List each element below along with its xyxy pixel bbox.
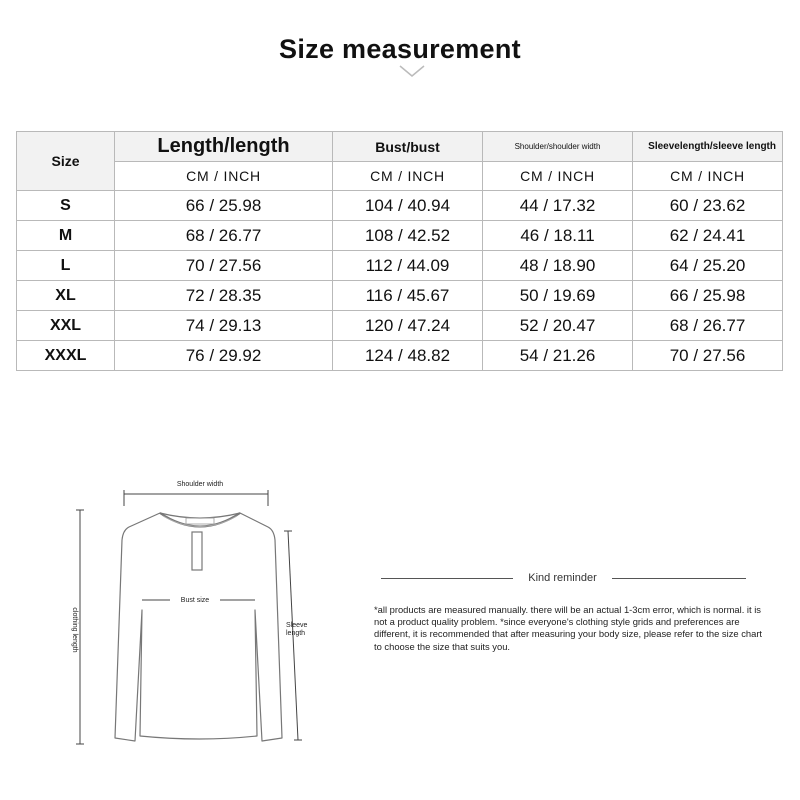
shoulder-cell: 46 / 18.11 xyxy=(483,221,633,251)
clothing-length-label: clothing length xyxy=(71,607,78,653)
table-row xyxy=(17,251,783,281)
bust-cell: 120 / 47.24 xyxy=(333,311,483,341)
length-cell: 66 / 25.98 xyxy=(115,191,333,221)
length-cell: 68 / 26.77 xyxy=(115,221,333,251)
column-header-bust: Bust/bust xyxy=(333,132,483,162)
bust-cell: 112 / 44.09 xyxy=(333,251,483,281)
length-cell: 70 / 27.56 xyxy=(115,251,333,281)
shoulder-cell: 44 / 17.32 xyxy=(483,191,633,221)
shirt-outline xyxy=(115,513,282,741)
table-row xyxy=(17,341,783,371)
length-cell: 74 / 29.13 xyxy=(115,311,333,341)
length-cell: 76 / 29.92 xyxy=(115,341,333,371)
table-row xyxy=(17,281,783,311)
size-cell: XL xyxy=(17,281,115,311)
sleeve-cell: 64 / 25.20 xyxy=(633,251,783,281)
sleeve-cell: 70 / 27.56 xyxy=(633,341,783,371)
size-cell: M xyxy=(17,221,115,251)
bust-cell: 116 / 45.67 xyxy=(333,281,483,311)
shoulder-width-label: Shoulder width xyxy=(176,481,224,488)
shoulder-cell: 52 / 20.47 xyxy=(483,311,633,341)
sleeve-cell: 68 / 26.77 xyxy=(633,311,783,341)
sleeve-cell: 60 / 23.62 xyxy=(633,191,783,221)
sleeve-length-label: Sleeve length xyxy=(286,622,308,637)
shoulder-cell: 48 / 18.90 xyxy=(483,251,633,281)
units-label: CM / INCH xyxy=(633,162,783,191)
bust-cell: 108 / 42.52 xyxy=(333,221,483,251)
bust-size-label: Bust size xyxy=(170,597,220,605)
column-header-shoulder: Shoulder/shoulder width xyxy=(483,132,633,162)
shirt-diagram xyxy=(60,472,320,762)
size-chart-table xyxy=(16,131,783,371)
table-units-row xyxy=(17,162,783,191)
size-cell: L xyxy=(17,251,115,281)
units-label: CM / INCH xyxy=(333,162,483,191)
table-row xyxy=(17,191,783,221)
divider xyxy=(612,578,746,579)
units-label: CM / INCH xyxy=(115,162,333,191)
table-header-row xyxy=(17,132,783,162)
shoulder-cell: 50 / 19.69 xyxy=(483,281,633,311)
table-row xyxy=(17,311,783,341)
size-cell: S xyxy=(17,191,115,221)
bust-cell: 104 / 40.94 xyxy=(333,191,483,221)
sleeve-cell: 66 / 25.98 xyxy=(633,281,783,311)
size-column-header: Size xyxy=(17,132,115,191)
bust-cell: 124 / 48.82 xyxy=(333,341,483,371)
length-cell: 72 / 28.35 xyxy=(115,281,333,311)
column-header-sleeve: Sleevelength/sleeve length xyxy=(633,132,783,162)
size-cell: XXL xyxy=(17,311,115,341)
page-title: Size measurement xyxy=(279,34,521,64)
size-cell: XXXL xyxy=(17,341,115,371)
kind-reminder-text: *all products are measured manually. there will be an actual 1-3cm error, which is normal. it is not a product quality problem. *since everyone's clothing style grids and preferences are different, it is recommended that after measuring your body size, please refer to the size chart to choose the size that suits you. xyxy=(374,604,763,652)
column-header-length: Length/length xyxy=(115,132,333,162)
kind-reminder-title: Kind reminder xyxy=(528,572,597,584)
chevron-down-icon xyxy=(398,62,426,80)
sleeve-cell: 62 / 24.41 xyxy=(633,221,783,251)
table-row xyxy=(17,221,783,251)
units-label: CM / INCH xyxy=(483,162,633,191)
shoulder-cell: 54 / 21.26 xyxy=(483,341,633,371)
divider xyxy=(381,578,513,579)
